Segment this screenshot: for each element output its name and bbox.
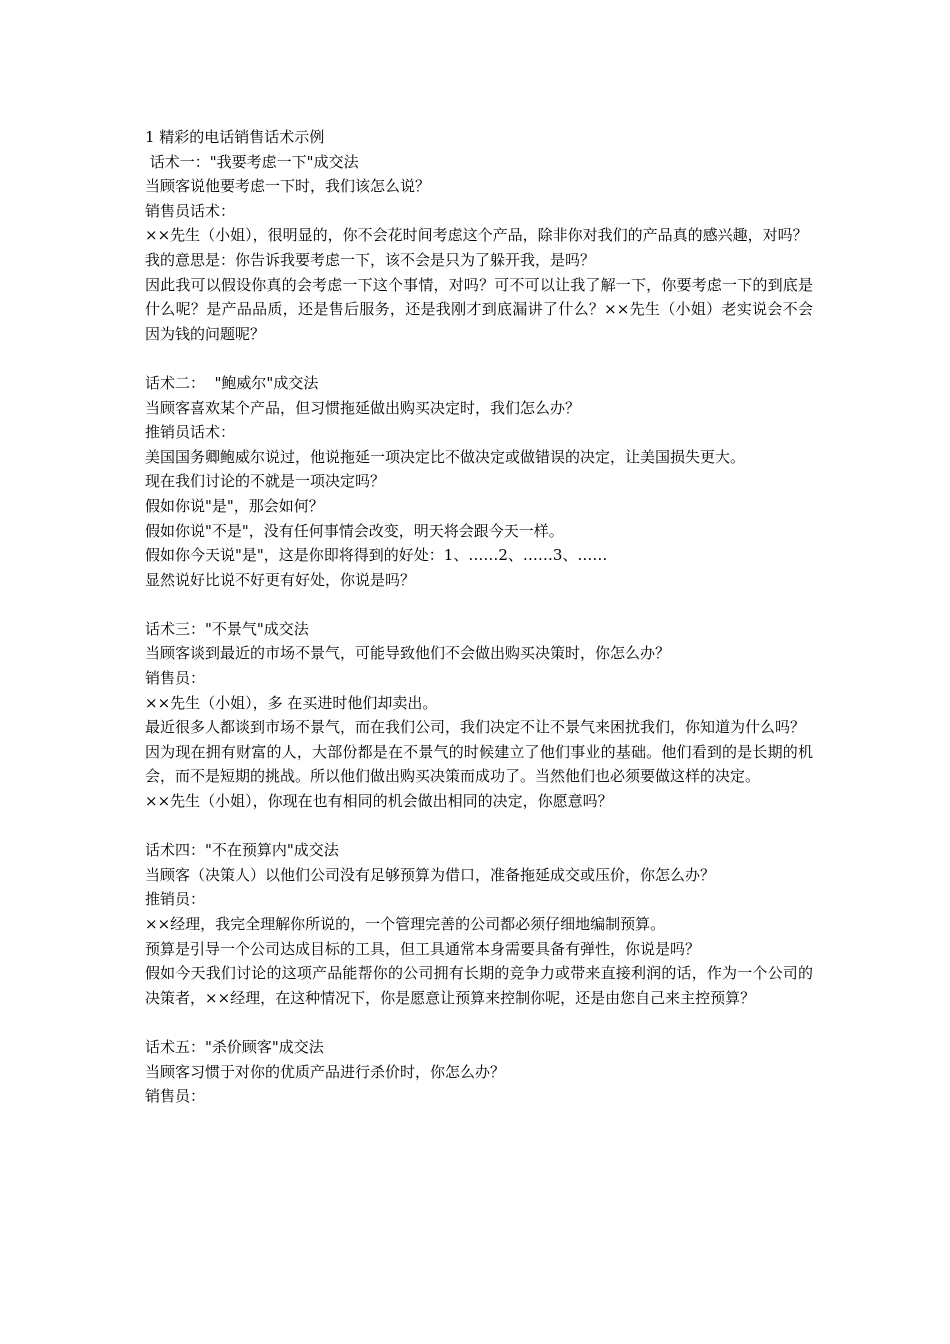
paragraph: 销售员话术：: [145, 201, 236, 220]
paragraph: ××经理，我完全理解你所说的，一个管理完善的公司都必须仔细地编制预算。: [145, 915, 666, 933]
paragraph: 假如你今天说"是"，这是你即将得到的好处：1、……2、……3、……: [145, 546, 608, 565]
paragraph: 假如你说"是"，那会如何？: [145, 496, 324, 515]
section-heading: 话术二： "鲍威尔"成交法: [145, 373, 319, 392]
paragraph: 显然说好比说不好更有好处，你说是吗？: [145, 570, 416, 589]
section-heading: 话术五："杀价顾客"成交法: [145, 1037, 324, 1056]
paragraph: 假如你说"不是"，没有任何事情会改变，明天将会跟今天一样。: [145, 521, 564, 540]
paragraph: ××先生（小姐），很明显的，你不会花时间考虑这个产品，除非你对我们的产品真的感兴趣，对吗？: [145, 226, 808, 245]
paragraph: 销售员：: [145, 1087, 206, 1106]
paragraph: 当顾客习惯于对你的优质产品进行杀价时，你怎么办？: [145, 1062, 506, 1081]
paragraph: 推销员话术：: [145, 423, 236, 442]
blank-line: [145, 1010, 813, 1035]
paragraph: 当顾客（决策人）以他们公司没有足够预算为借口，准备拖延成交或压价，你怎么办？: [145, 865, 716, 884]
section-heading: 话术三："不景气"成交法: [145, 619, 309, 638]
paragraph: 当顾客谈到最近的市场不景气，可能导致他们不会做出购买决策时，你怎么办？: [145, 644, 671, 663]
section-heading: 话术四："不在预算内"成交法: [145, 841, 339, 860]
paragraph: 预算是引导一个公司达成目标的工具，但工具通常本身需要具备有弹性，你说是吗？: [145, 939, 701, 958]
blank-line: [145, 346, 813, 371]
paragraph: 最近很多人都谈到市场不景气，而在我们公司，我们决定不让不景气来困扰我们，你知道为什么吗？: [145, 718, 806, 737]
paragraph: ××先生（小姐），多 在买进时他们却卖出。: [145, 693, 438, 712]
blank-line: [145, 814, 813, 839]
document-title: 1 精彩的电话销售话术示例: [145, 128, 325, 146]
paragraph: 因此我可以假设你真的会考虑一下这个事情，对吗？可不可以让我了解一下，你要考虑一下的到底是什么呢？是产品品质，还是售后服务，还是我刚才到底漏讲了什么？××先生（小姐）老实说会不会因为钱的问题呢？: [145, 275, 813, 343]
paragraph: 假如今天我们讨论的这项产品能帮你的公司拥有长期的竞争力或带来直接利润的话，作为一个公司的决策者，××经理，在这种情况下，你是愿意让预算来控制你呢，还是由您自己来主控预算？: [145, 964, 813, 1007]
paragraph: 当顾客喜欢某个产品，但习惯拖延做出购买决定时，我们怎么办？: [145, 398, 581, 417]
document-body: [145, 125, 813, 1109]
blank-line: [145, 592, 813, 617]
paragraph: 因为现在拥有财富的人，大部份都是在不景气的时候建立了他们事业的基础。他们看到的是长期的机会，而不是短期的挑战。所以他们做出购买决策而成功了。当然他们也必须要做这样的决定。: [145, 742, 813, 786]
paragraph: 我的意思是：你告诉我要考虑一下，该不会是只为了躲开我，是吗？: [145, 250, 596, 269]
paragraph: ××先生（小姐），你现在也有相同的机会做出相同的决定，你愿意吗？: [145, 792, 613, 811]
section-heading: 话术一："我要考虑一下"成交法: [145, 152, 359, 171]
paragraph: 美国国务卿鲍威尔说过，他说拖延一项决定比不做决定或做错误的决定，让美国损失更大。: [145, 447, 746, 466]
paragraph: 现在我们讨论的不就是一项决定吗？: [145, 472, 386, 491]
paragraph: 当顾客说他要考虑一下时，我们该怎么说？: [145, 177, 431, 196]
paragraph: 推销员：: [145, 890, 206, 909]
paragraph: 销售员：: [145, 669, 206, 688]
